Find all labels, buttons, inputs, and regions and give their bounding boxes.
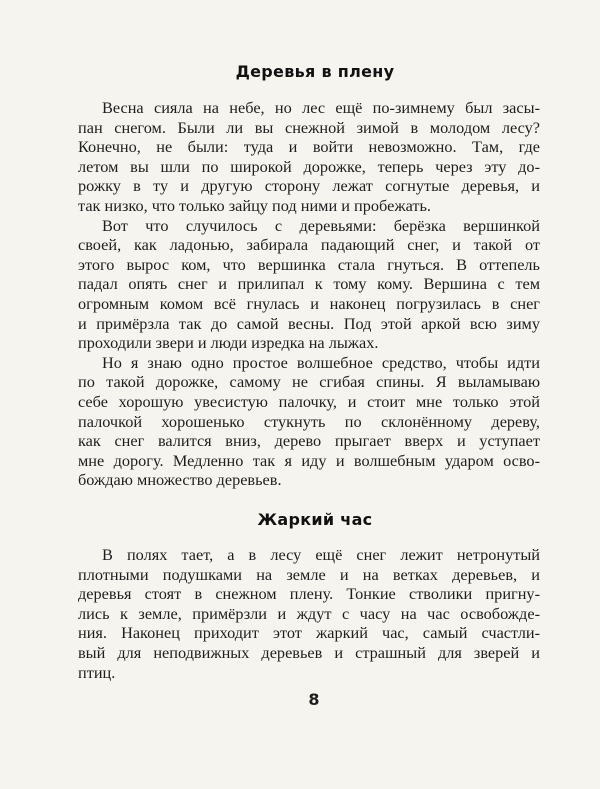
text-line: этого вырос ком, что вершинка стала гнуться. В оттепель: [78, 254, 540, 274]
text-line: лись к земле, примёрзли и ждут с часу на час освобожде-: [78, 603, 540, 623]
text-line: плотными подушками на земле и на ветках деревьев, и: [78, 564, 540, 584]
text-line: падал опять снег и прилипал к тому кому. Вершина с тем: [78, 274, 540, 294]
text-line: палочкой хорошенько стукнуть по склонённому дереву,: [78, 411, 540, 431]
text-line: Весна сияла на небе, но лес ещё по-зимнему был засы-: [102, 98, 540, 117]
text-line: Вот что случилось с деревьями: берёзка вершинкой: [102, 215, 540, 235]
text-line: своей, как ладонью, забирала падающий снег, и такой от: [78, 235, 540, 255]
text-line: Но я знаю одно простое волшебное средство, чтобы идти: [102, 352, 540, 372]
text-line: бождаю множество деревьев.: [78, 470, 282, 490]
text-line: Конечно, не были: туда и войти невозможно. Там, где: [78, 137, 540, 157]
text-line: себе хорошую увесистую палочку, и стоит мне только этой: [78, 391, 540, 411]
text-line: пан снегом. Были ли вы снежной зимой в молодом лесу?: [78, 117, 540, 137]
text-line: так низко, что только зайцу под ними и пробежать.: [78, 195, 431, 215]
text-line: летом вы шли по широкой дорожке, теперь через эту до-: [78, 156, 540, 176]
text-line: и примёрзла так до самой весны. Под этой аркой всю зиму: [78, 313, 540, 333]
text-line: В полях тает, а в лесу ещё снег лежит нетронутый: [102, 545, 540, 564]
text-line: птиц.: [78, 662, 116, 682]
text-line: как снег валится вниз, дерево прыгает вверх и уступает: [78, 431, 540, 451]
text-line: по такой дорожке, самому не сгибая спины. Я выламываю: [78, 372, 540, 392]
text-line: ния. Наконец приходит этот жаркий час, самый счастли-: [78, 623, 540, 643]
section-body-trees-captive: [78, 98, 540, 490]
section-title-hot-hour: Жаркий час: [257, 510, 373, 529]
text-line: вый для неподвижных деревьев и страшный для зверей и: [78, 642, 540, 662]
text-line: проходили звери и люди изредка на лыжах.: [78, 333, 379, 353]
text-line: мне дорогу. Медленно так я иду и волшебным ударом осво-: [78, 450, 540, 470]
section-title-trees-captive: Деревья в плену: [235, 62, 395, 81]
text-line: рожку в ту и другую сторону лежат согнутые деревья, и: [78, 176, 540, 196]
text-line: огромным комом всё гнулась и наконец погрузилась в снег: [78, 293, 540, 313]
section-body-hot-hour: [78, 545, 540, 682]
page-number: 8: [308, 690, 320, 709]
text-line: деревья стоят в снежном плену. Тонкие стволики пригну-: [78, 584, 540, 604]
